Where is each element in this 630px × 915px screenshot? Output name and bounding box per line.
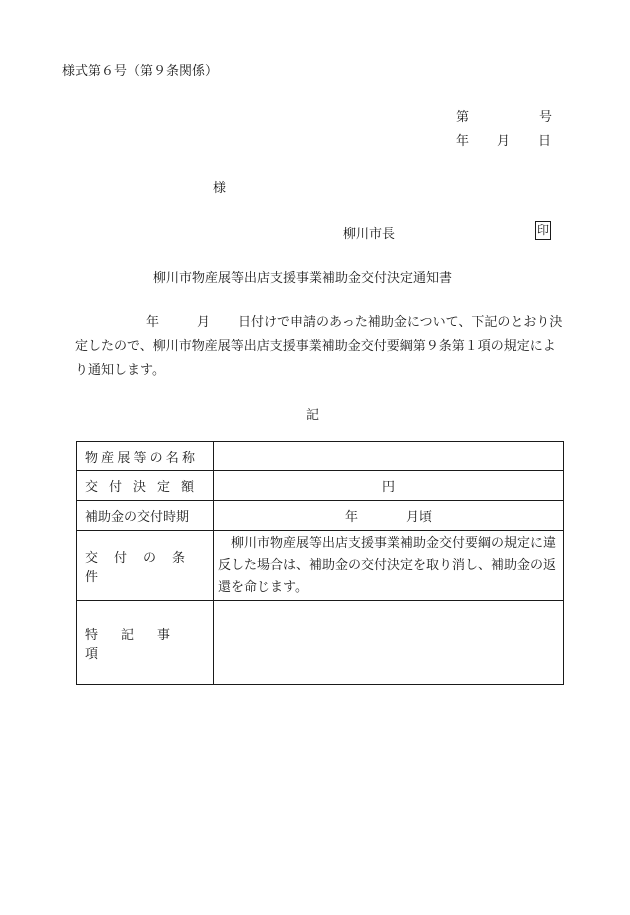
table-row bbox=[77, 601, 564, 685]
addressee-honorific: 様 bbox=[213, 181, 227, 196]
table-row bbox=[77, 501, 564, 531]
issuer-name: 柳川市長 bbox=[343, 227, 396, 242]
value-special-notes bbox=[214, 601, 564, 685]
row-label bbox=[77, 601, 214, 685]
label-event-name: 物 産 展 等 の 名 称 bbox=[85, 450, 195, 466]
row-label bbox=[77, 471, 214, 501]
issue-date-line bbox=[456, 130, 551, 149]
row-label bbox=[77, 531, 214, 601]
value-event-name bbox=[214, 442, 564, 471]
body-month: 月 bbox=[197, 315, 211, 330]
label-conditions: 交付の条件 bbox=[85, 550, 202, 585]
label-special-notes: 特記事項 bbox=[85, 627, 194, 662]
details-table bbox=[76, 441, 564, 685]
date-month: 月 bbox=[497, 134, 511, 149]
document-number-line bbox=[456, 106, 552, 125]
doc-no-prefix: 第 bbox=[456, 110, 470, 125]
value-grant-timing bbox=[214, 501, 564, 531]
conditions-text: 柳川市物産展等出店支援事業補助金交付要綱の規定に違反した場合は、補助金の交付決定を取り消し、補助金の返還を命じます。 bbox=[218, 535, 557, 595]
date-day: 日 bbox=[538, 134, 552, 149]
table-row bbox=[77, 471, 564, 501]
value-conditions bbox=[214, 531, 564, 601]
table-row bbox=[77, 442, 564, 471]
seal-mark: 印 bbox=[535, 221, 551, 240]
table-row bbox=[77, 531, 564, 601]
label-grant-amount: 交付決定額 bbox=[85, 480, 206, 495]
date-year: 年 bbox=[456, 134, 470, 149]
timing-year: 年 bbox=[344, 510, 358, 525]
row-label bbox=[77, 501, 214, 531]
doc-no-suffix: 号 bbox=[539, 110, 553, 125]
document-title: 柳川市物産展等出店支援事業補助金交付決定通知書 bbox=[153, 271, 453, 286]
body-text: 日付けで申請のあった補助金について、下記のとおり決定したので、柳川市物産展等出店支援事業補助金交付要綱第９条第１項の規定により通知します。 bbox=[75, 315, 563, 378]
row-label bbox=[77, 442, 214, 471]
label-grant-timing: 補助金の交付時期 bbox=[85, 510, 190, 525]
timing-month: 月頃 bbox=[406, 510, 433, 525]
value-grant-amount: 円 bbox=[214, 471, 564, 501]
body-year: 年 bbox=[146, 315, 160, 330]
ki-heading: 記 bbox=[306, 408, 320, 423]
notice-body bbox=[75, 311, 567, 383]
form-number-label: 様式第６号（第９条関係） bbox=[62, 64, 219, 79]
